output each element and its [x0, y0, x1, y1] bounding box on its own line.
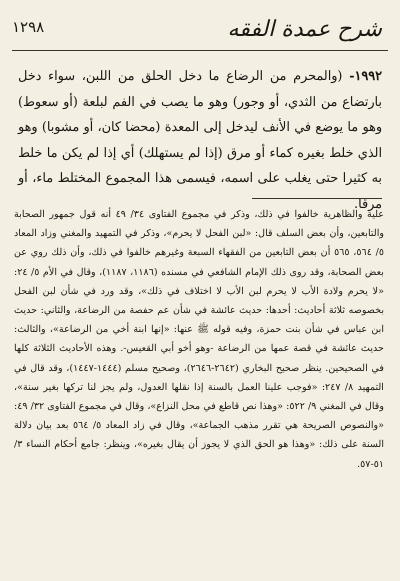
main-paragraph — [18, 64, 382, 217]
main-text-block — [18, 64, 382, 217]
footnote-text: علية والظاهرية خالفوا في ذلك، وذكر في مجموع الفتاوى ٣٤/ ٤٩ أنه قول جمهور الصحابة والتابعين، وأن بعض السلف قال: «لبن الفحل لا يحرم»، وذكر في التمهيد والمغني وزاد المعاد ٥/ ٥٦٤، ٥٦٥ أن بعض التابعين من الفقهاء السبعة وغيرهم خالفوا في ذلك، وأن ذلك روي عن بعض الصحابة، وقد روى ذلك الإمام الشافعي في مسنده (١١٨٦، ١١٨٧)، وقال في الأم ٥/ ٢٤: «لا يحرم ولادة الأب لا يحرم لبن الأب لا اختلاف في ذلك»، وقد ورد في شأن لبن الفحل بخصوصه ثلاثة أحاديث: أحدها: حديث عائشة في شأن عم حفصة من الرضاعة، والثاني: حديث ابن عباس في شأن بنت حمزة، وفيه قوله ﷺ عنها: «إنها ابنة أخي من الرضاعة»، والثالث: حديث عائشة في قصة عمها من الرضاعة -وهو أخو أبي القعيس-. وهذه الأحاديث الثلاثة كلها في الصحيحين. ينظر صحيح البخاري (٢٦٤٢-٢٦٤٦)، وصحيح مسلم (١٤٤٤-١٤٤٧)، وقد قال في التمهيد ٨/ ٢٤٧: «فوجب علينا العمل بالسنة إذا نقلها العدول، ولم يجز لنا تركها بغير سنة»، وقال في المغني ٩/ ٥٢٢: «وهذا نص قاطع في محل النزاع»، وقال في مجموع الفتاوى ٣٢/ ٤٩: «والنصوص الصريحة هي تقرر مذهب الجماعة»، وقال في زاد المعاد ٥/ ٥٦٤ بعد بيان دلالة السنة على ذلك: «وهذا هو الحق الذي لا يجوز أن يقال بغيره»، وينظر: جامع أحكام النساء ٣/ ٥١-٥٧. — [14, 209, 384, 470]
paragraph-number: ١٩٩٢- — [349, 69, 382, 84]
footnote-divider — [252, 198, 382, 199]
paragraph-text: (والمحرم من الرضاع ما دخل الحلق من اللبن، سواء دخل بارتضاع من الثدي، أو وجور) وهو ما يصب في الفم لبلعة (أو سعوط) وهو ما يوضع في الأنف ليدخل إلى المعدة (محضا كان، أو مشوبا) وهو الذي خلط بغيره كماء أو مرق (إذا لم يستهلك) أي إذا لم يكن ما خلط به كثيرا حتى يغلب على اسمه، فيسمى هذا المجموع المختلط ماء، أو مرقا. — [18, 69, 382, 212]
footnote-block — [14, 205, 384, 474]
header-divider — [12, 50, 388, 51]
page-header — [12, 6, 388, 46]
page-number: ١٢٩٨ — [12, 18, 45, 36]
running-title: شرح عمدة الفقه — [227, 17, 382, 42]
